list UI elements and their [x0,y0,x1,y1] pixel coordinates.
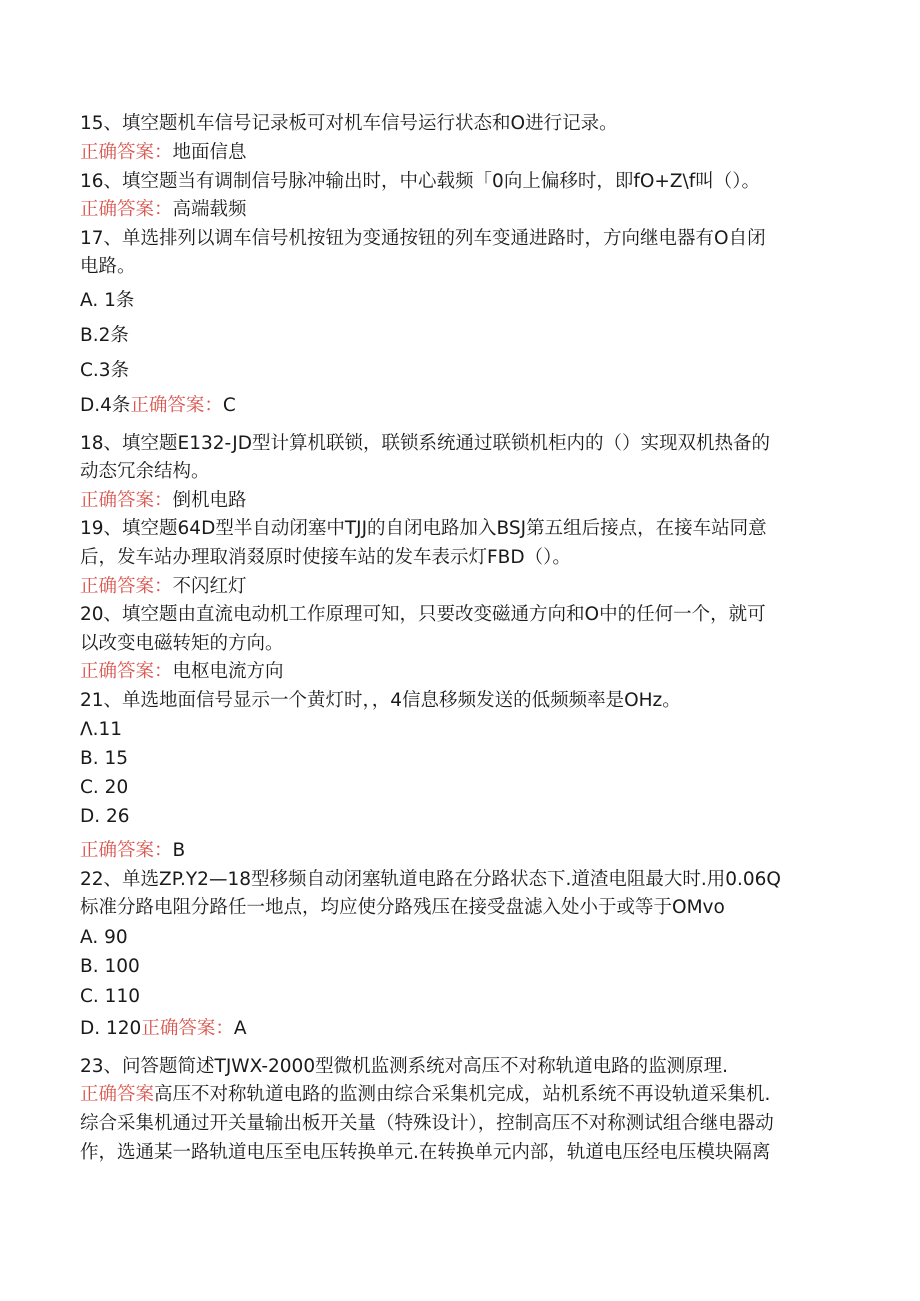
q17-option-d-with-answer [80,395,236,417]
answer-label: 正确答案： [80,661,173,682]
q16-stem: 16、填空题当有调制信号脉冲输出时，中心载频「0向上偏移时，即fO+Z\f叫（）。 [80,171,761,192]
q23-answer-line-3: 作，选通某一路轨道电压至电压转换单元.在转换单元内部，轨道电压经电压模块隔离 [80,1142,771,1163]
q16-answer-line [80,199,247,221]
answer-label: 正确答案： [80,840,173,861]
q23-answer-line-2: 综合采集机通过开关量输出板开关量（特殊设计），控制高压不对称测试组合继电器动 [80,1113,774,1134]
q19-stem-line-2: 后，发车站办理取消叕原时使接车站的发车表示灯FBD（）。 [80,547,571,568]
q17-option-d: D.4条 [80,395,131,416]
answer-label-short: 正确答案 [80,1084,155,1105]
q19-stem-line-1: 19、填空题64D型半自动闭塞中TJJ的自闭电路加入BSJ第五组后接点，在接车站同意 [80,518,767,539]
q16-answer: 高端载频 [172,199,247,220]
q18-stem-line-1: 18、填空题E132-JD型计算机联锁，联锁系统通过联锁机柜内的（）实现双机热备的 [80,433,770,454]
q21-option-d: D. 26 [80,806,130,827]
q23-answer-line-1 [80,1084,770,1106]
q22-stem-line-1: 22、单选ZP.Y2—18型移频自动闭塞轨道电路在分路状态下.道渣电阻最大时.用0.06Q [80,869,781,890]
q22-answer: A [233,1018,247,1039]
answer-label: 正确答案： [80,490,173,511]
q17-stem-line-2: 电路。 [80,256,136,277]
q22-option-a: A. 90 [80,927,128,948]
q15-stem: 15、填空题机车信号记录板可对机车信号运行状态和O进行记录。 [80,113,618,134]
answer-label: 正确答案： [80,199,173,220]
q18-answer-line [80,490,247,512]
q20-answer: 电枢电流方向 [172,661,284,682]
q21-stem: 21、单选地面信号显示一个黄灯时，，4信息移频发送的低频频率是OHz。 [80,690,681,711]
q15-answer-line [80,142,247,164]
q19-answer-line [80,576,247,598]
q17-answer: C [222,395,236,416]
q17-stem-line-1: 17、单选排列以调车信号机按钮为变通按钮的列车变通进路时，方向继电器有O自闭 [80,228,766,249]
q23-answer-1: 高压不对称轨道电路的监测由综合采集机完成，站机系统不再设轨道采集机. [154,1084,771,1105]
q18-answer: 倒机电路 [172,490,247,511]
q22-option-d-with-answer [80,1018,247,1040]
q22-stem-line-2: 标准分路电阻分路任一地点，均应使分路残压在接受盘滤入处小于或等于OMvo [80,897,725,918]
q22-option-b: B. 100 [80,956,140,977]
q19-answer: 不闪红灯 [172,576,247,597]
q20-stem-line-2: 以改变电磁转矩的方向。 [80,633,284,654]
q21-answer-line [80,840,185,862]
q22-option-d: D. 120 [80,1018,142,1039]
q21-option-c: C. 20 [80,777,129,798]
answer-label: 正确答案： [80,576,173,597]
q22-option-c: C. 110 [80,986,140,1007]
q17-option-b: B.2条 [80,325,129,346]
q21-option-a: Λ.11 [80,719,123,740]
q20-stem-line-1: 20、填空题由直流电动机工作原理可知，只要改变磁通方向和O中的任何一个，就可 [80,604,766,625]
q17-option-a: A. 1条 [80,290,135,311]
answer-label: 正确答案： [80,142,173,163]
answer-label: 正确答案： [130,395,223,416]
q23-stem: 23、问答题简述TJWX-2000型微机监测系统对高压不对称轨道电路的监测原理. [80,1056,728,1077]
q18-stem-line-2: 动态冗余结构。 [80,461,210,482]
answer-label: 正确答案： [141,1018,234,1039]
q15-answer: 地面信息 [172,142,247,163]
q17-option-c: C.3条 [80,360,130,381]
q21-option-b: B. 15 [80,748,128,769]
q20-answer-line [80,661,284,683]
q21-answer: B [172,840,186,861]
